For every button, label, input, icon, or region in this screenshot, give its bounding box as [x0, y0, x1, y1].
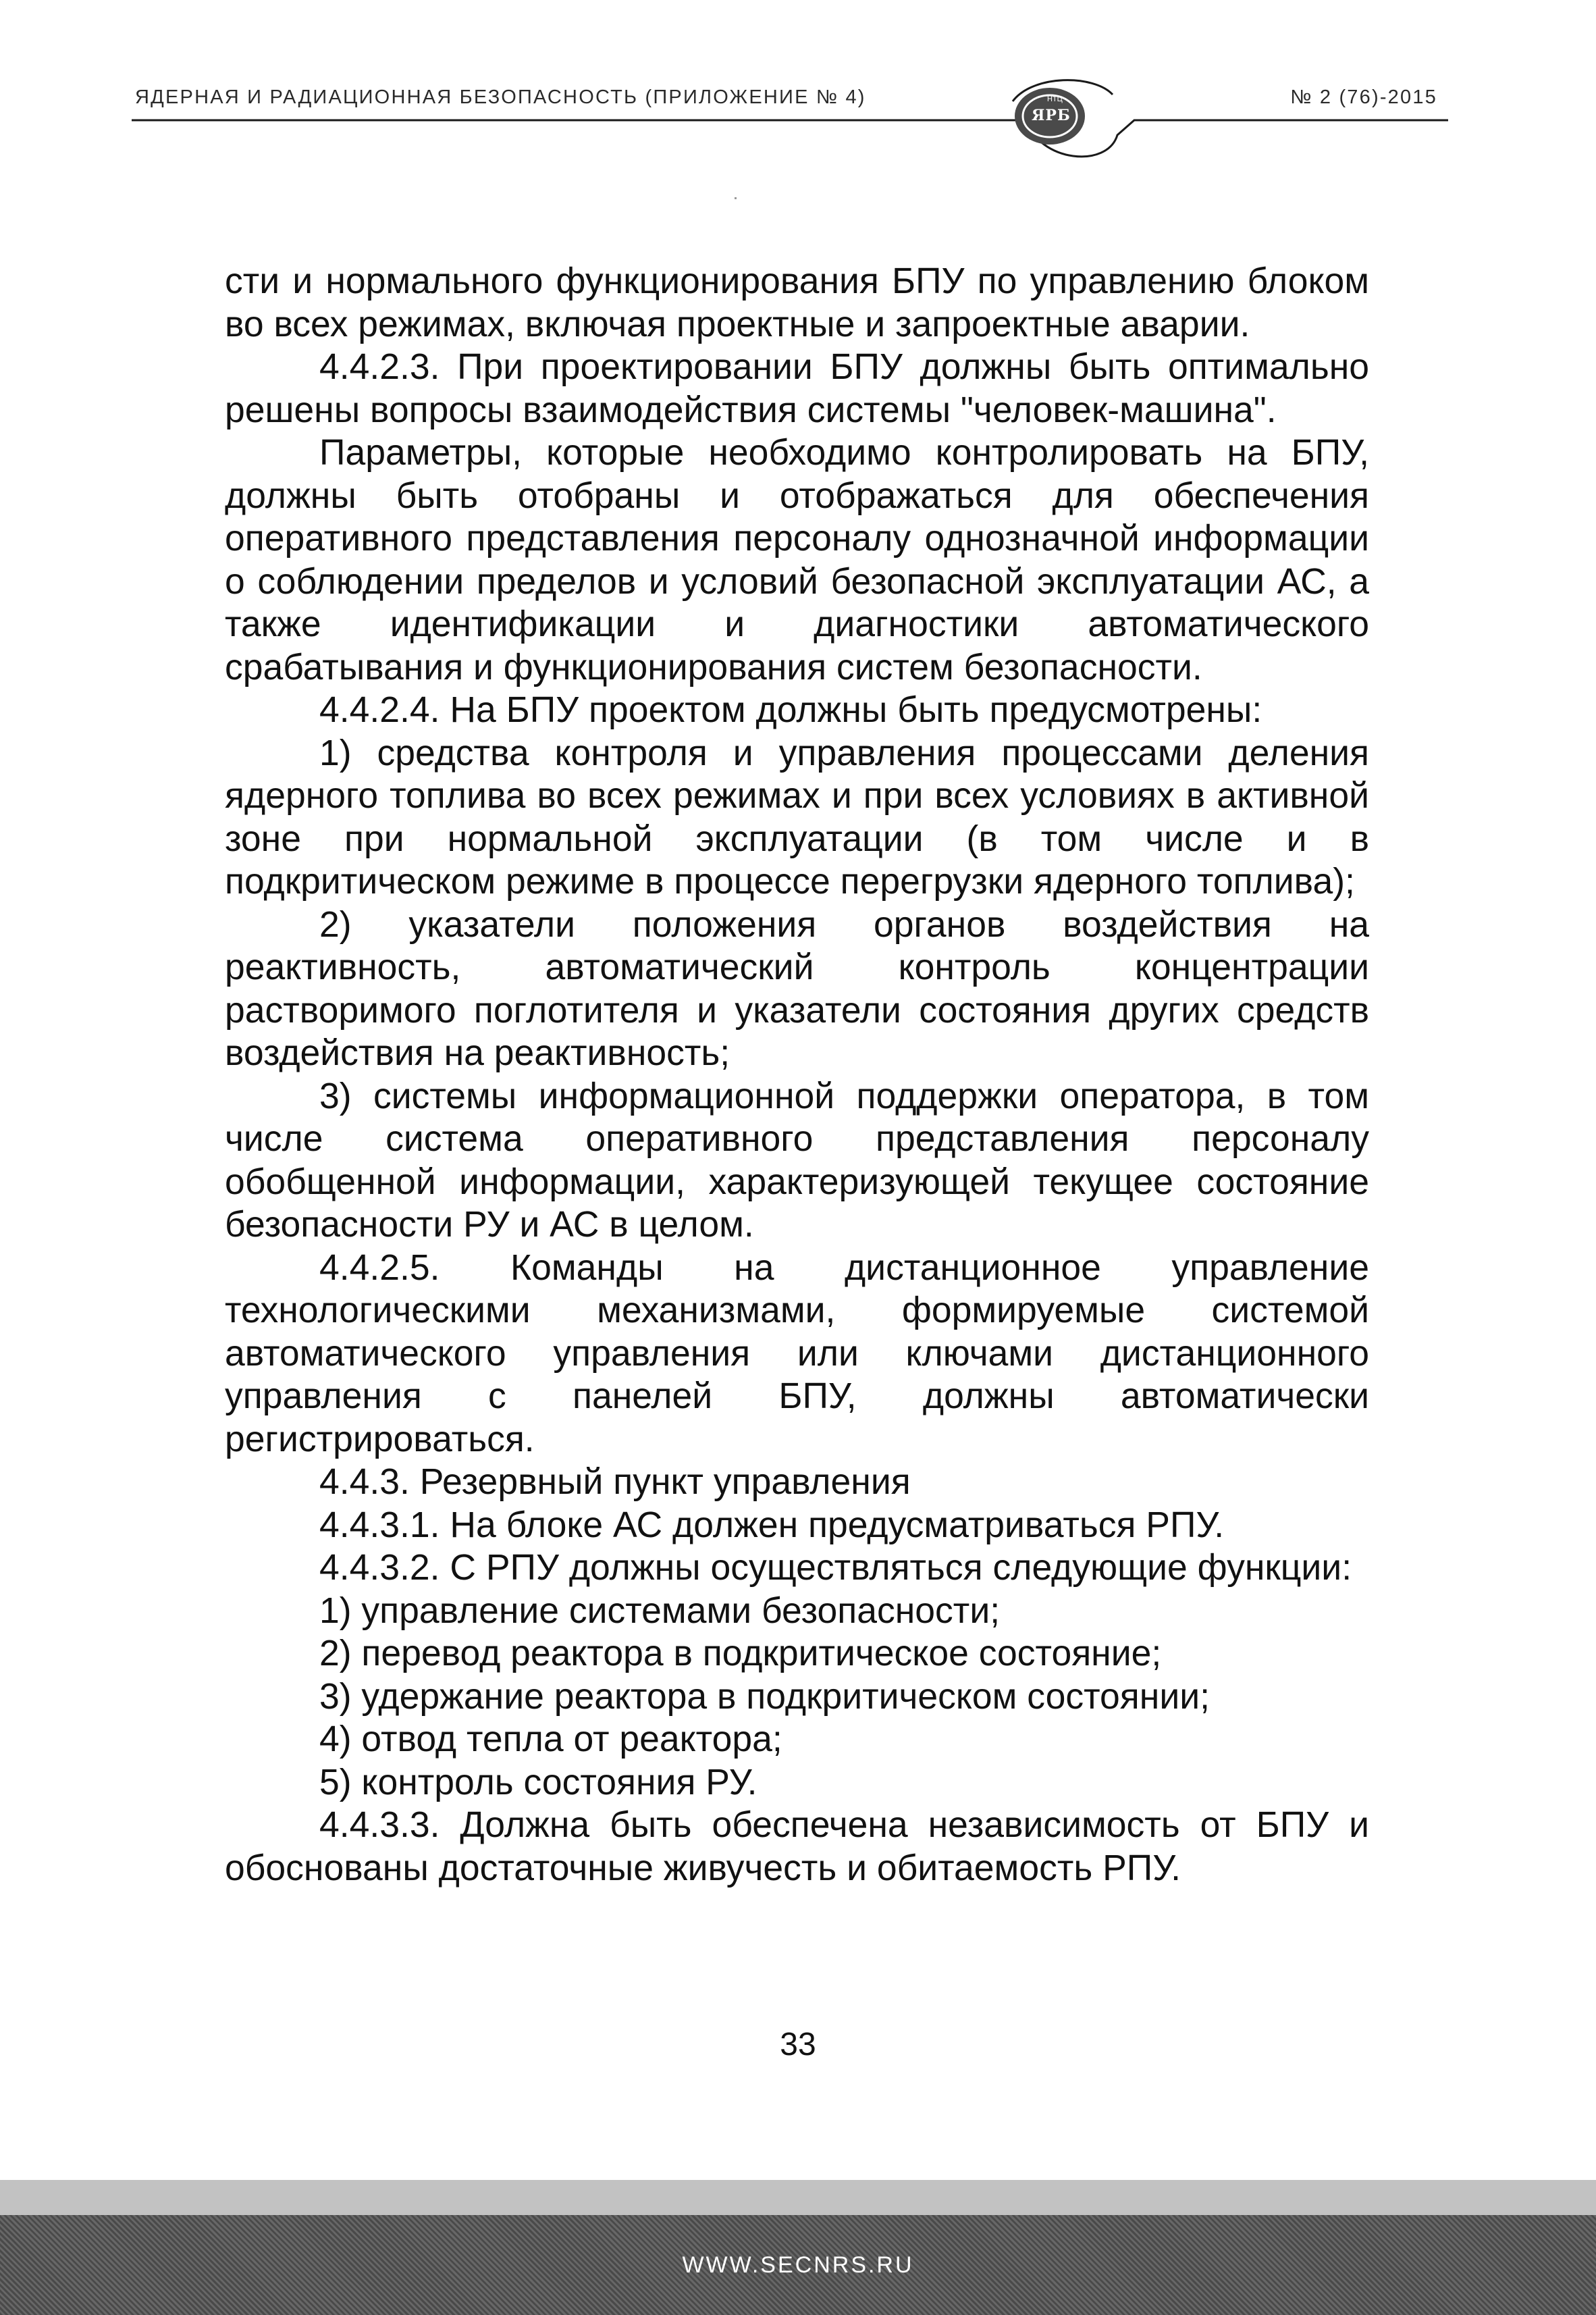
list-item: 1) управление системами безопасности; [319, 1590, 1001, 1631]
section-heading: 4.4.3. Резервный пункт управления [319, 1462, 911, 1502]
list-item: 2) перевод реактора в подкритическое состояние; [319, 1634, 1162, 1673]
scan-dot [735, 197, 737, 199]
document-body [225, 260, 1369, 1890]
paragraph: 4.4.3.2. С РПУ должны осуществляться следующие функции: [319, 1548, 1352, 1588]
paragraph: 4.4.2.4. На БПУ проектом должны быть предусмотрены: [319, 690, 1262, 730]
list-item: 5) контроль состояния РУ. [319, 1762, 757, 1802]
page-number: 33 [780, 2027, 816, 2062]
paragraph: 4.4.2.5. Команды на дистанционное управление технологическими механизмами, формируемые системой автоматического управления или ключами дистанционного управления с панелей БПУ, должны автоматически регистрироваться. [225, 1247, 1369, 1459]
paragraph: Параметры, которые необходимо контролировать на БПУ, должны быть отобраны и отображаться для обеспечения оперативного представления персоналу однозначной информации о соблюдении пределов и условий безопасной эксплуатации АС, а также идентификации и диагностики автоматического срабатывания и функционирования систем безопасности. [225, 433, 1369, 687]
list-item: 2) указатели положения органов воздействия на реактивность, автоматический контроль концентрации растворимого поглотителя и указатели состояния других средств воздействия на реактивность; [225, 904, 1369, 1073]
paragraph: сти и нормального функционирования БПУ по управлению блоком во всех режимах, включая проектные и запроектные аварии. [225, 261, 1369, 344]
footer-band-light [0, 2180, 1596, 2215]
paragraph: 4.4.3.3. Должна быть обеспечена независимость от БПУ и обоснованы достаточные живучесть и обитаемость РПУ. [225, 1805, 1369, 1888]
journal-title: ЯДЕРНАЯ И РАДИАЦИОННАЯ БЕЗОПАСНОСТЬ (ПРИЛОЖЕНИЕ № 4) [135, 86, 866, 108]
paragraph: 4.4.2.3. При проектировании БПУ должны быть оптимально решены вопросы взаимодействия системы "человек-машина". [225, 347, 1369, 430]
paragraph: 4.4.3.1. На блоке АС должен предусматриваться РПУ. [319, 1505, 1225, 1545]
logo-small-text: НТЦ [1047, 95, 1063, 103]
list-item: 3) системы информационной поддержки оператора, в том числе система оперативного представления персоналу обобщенной информации, характеризующей текущее состояние безопасности РУ и АС в целом. [225, 1076, 1369, 1245]
list-item: 4) отвод тепла от реактора; [319, 1719, 782, 1759]
logo-text: ЯРБ [1032, 107, 1071, 124]
footer-url: WWW.SECNRS.RU [682, 2252, 914, 2278]
list-item: 3) удержание реактора в подкритическом состоянии; [319, 1676, 1210, 1717]
list-item: 1) средства контроля и управления процессами деления ядерного топлива во всех режимах и при всех условиях в активной зоне при нормальной эксплуатации (в том числе и в подкритическом режиме в процессе перегрузки ядерного топлива); [225, 733, 1369, 902]
issue-number: № 2 (76)-2015 [1290, 86, 1437, 108]
